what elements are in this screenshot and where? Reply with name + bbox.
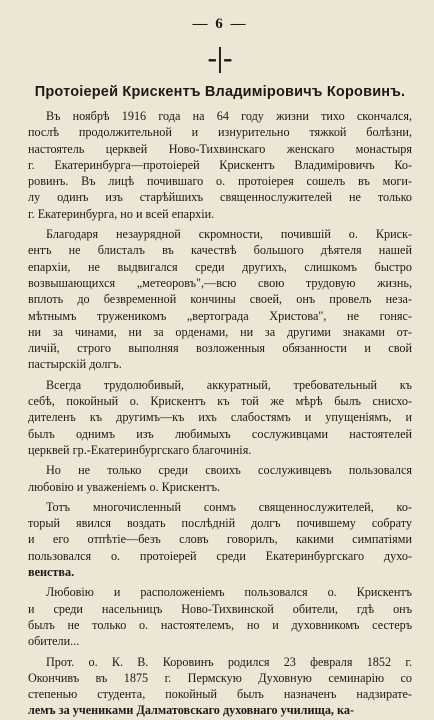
text-line: любовію и уваженіемъ о. Крискентъ. [28,479,221,494]
text-line: и среди насельницъ Ново-Тихвинской обители, гдѣ онъ [28,601,412,616]
article-title: Протоіерей Крискентъ Владиміровичъ Коровинъ. [34,84,406,100]
text-line: Въ ноябрѣ 1916 года на 64 году жизни тихо скончался, [46,109,412,123]
text-line: возвышающихся „метеоровъ",—всю свою трудовую жизнь, [28,275,412,290]
paragraph [28,377,412,458]
text-line: Окончивъ въ 1875 г. Пермскую Духовную семинарію со [28,670,412,685]
page-number: — 6 — [192,16,248,32]
text-line: настоятель церквей Ново-Тихвинскаго женскаго монастыря [28,141,412,156]
paragraph [28,654,412,719]
text-line: Тотъ многочисленный сонмъ священнослужителей, ко- [46,499,412,514]
paragraph [28,226,412,373]
text-line: Благодаря незаурядной скромности, почившій о. Криск- [46,227,412,242]
text-line: пользовался о. протоіерей среди Екатеринбургскаго духо- [28,548,412,563]
text-line: степенью студента, покойный былъ назначенъ надзирате- [28,687,412,702]
text-line: личій, строго выполняя возложенныя обязанности и свой [28,341,412,356]
paragraph [28,499,412,580]
text-line: церквей гр.-Екатеринбургскаго благочинія. [28,442,252,457]
text-line: ни за чинами, ни за орденами, ни за другими знаками от- [28,324,412,339]
text-line: епархіи, не выдвигался среди другихъ, слишкомъ быстро [28,259,412,274]
text-line: торый явился воздать послѣдній долгъ почившему собрату [28,516,412,531]
paragraph [28,462,412,495]
text-line: венства. [28,565,75,580]
text-line: мѣтнымъ труженикомъ „вертограда Христова", не гоняс- [28,308,412,323]
text-line: и его отпѣтіе—безъ словъ говорилъ, какими симпатіями [28,532,412,547]
text-line: пастырскій долгъ. [28,357,122,372]
text-line: лемъ за учениками Далматовскаго духовнаго училища, ка- [28,703,355,718]
text-line: Любовію и расположеніемъ пользовался о. Крискентъ [46,585,412,600]
text-line: послѣ продолжительной и изнурительно тяжкой болѣзни, [28,125,412,140]
article-body [28,108,412,719]
text-line: ровинъ. Въ лицѣ почившаго о. протоіерея сошелъ въ моги- [28,174,412,189]
text-line: Но не только среди своихъ сослуживцевъ пользовался [46,463,412,478]
paragraph [28,108,412,222]
paragraph [28,584,412,649]
text-line: ентъ не блисталъ въ качествѣ большого дѣятеля нашей [28,243,412,258]
text-line: Всегда трудолюбивый, аккуратный, требовательный къ [46,377,412,392]
text-line: г. Екатеринбурга—протоіерей Крискентъ Владиміровичъ Ко- [28,157,412,172]
text-line: дителенъ къ другимъ—къ ихъ слабостямъ и упущеніямъ, и [28,410,412,425]
text-line: себѣ, покойный о. Крискентъ къ той же мѣрѣ былъ снисхо- [28,394,412,409]
text-line: былъ однимъ изъ любимыхъ сослуживцами настоятелей [28,426,412,441]
text-line: былъ не только о. настоятелемъ, но и духовникомъ сестеръ [28,617,412,632]
text-line: обители... [28,634,80,649]
text-line: лу одинъ изъ старѣйшихъ священнослужителей не только [28,190,412,205]
cross-mark: -|- [207,43,233,74]
text-line: Прот. о. К. В. Коровинъ родился 23 февраля 1852 г. [46,654,412,669]
text-line: вплоть до безвременной кончины своей, онъ провелъ неза- [28,292,412,307]
text-line: г. Екатеринбурга, но и всей епархіи. [28,206,215,221]
